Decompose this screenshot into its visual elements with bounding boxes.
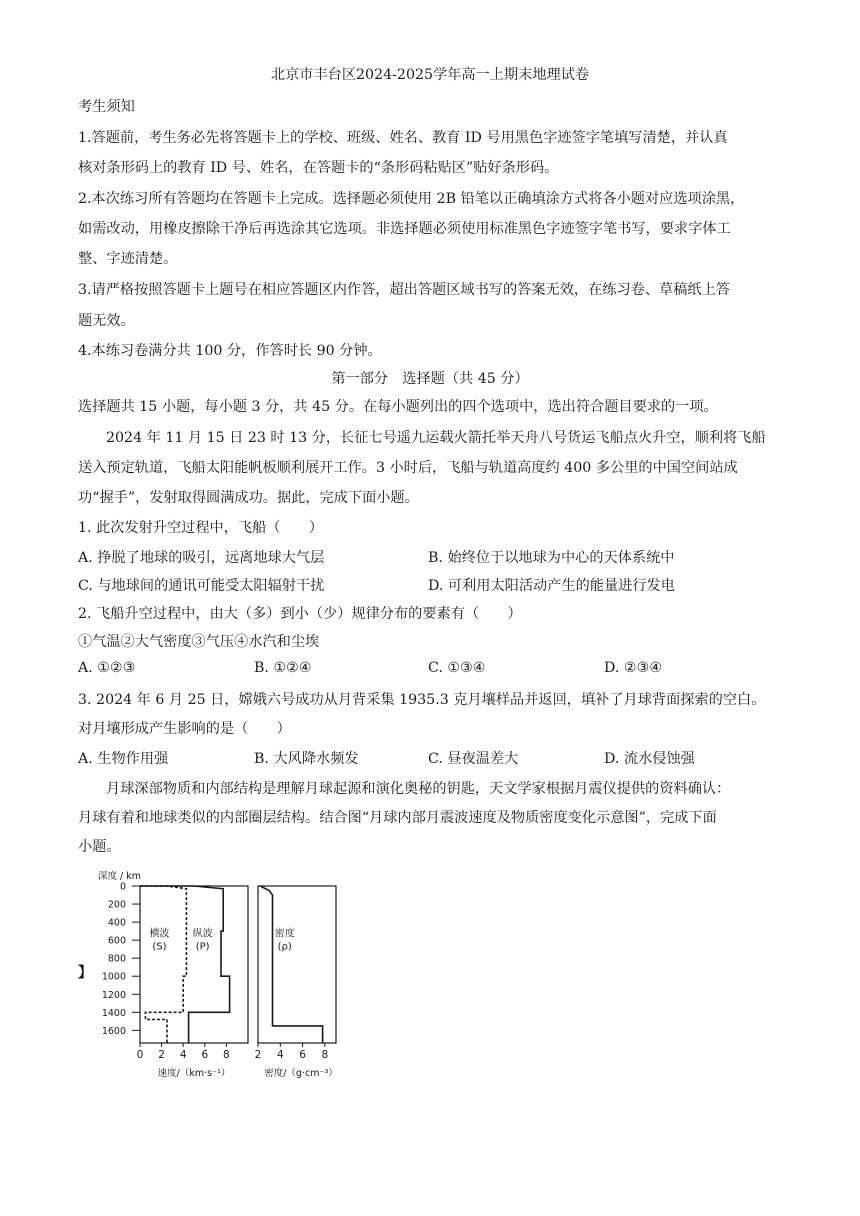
- passage-1-line-1: 2024 年 11 月 15 日 23 时 13 分，长征七号遥九运载火箭托举天舟八号货运飞船点火升空，顺利将飞船: [106, 430, 766, 446]
- series-label: 纵波: [192, 928, 213, 940]
- question-2-option-a: A. ①②③: [78, 660, 136, 676]
- y-tick-label: 200: [107, 899, 126, 911]
- y-tick-label: 1200: [101, 989, 126, 1001]
- notice-1-line-2: 核对条形码上的教育 ID 号、姓名，在答题卡的“条形码粘贴区”贴好条形码。: [78, 160, 559, 176]
- question-2-option-b: B. ①②④: [254, 660, 312, 676]
- y-tick-label: 800: [107, 953, 126, 965]
- question-2-items: ①气温②大气密度③气压④水汽和尘埃: [78, 634, 320, 650]
- question-3-stem-2: 对月壤形成产生影响的是（ ）: [78, 721, 291, 737]
- notice-3-line-2: 题无效。: [78, 313, 135, 329]
- section-1-title: 第一部分 选择题（共 45 分）: [331, 371, 529, 387]
- passage-1-line-2: 送入预定轨道，飞船太阳能帆板顺利展开工作。3 小时后，飞船与轨道高度约 400 多公里的中国空间站成: [78, 460, 738, 476]
- notice-2-line-1: 2.本次练习所有答题均在答题卡上完成。选择题必须使用 2B 铅笔以正确填涂方式将各小题对应选项涂黑，: [78, 191, 745, 207]
- series-line-1-1: [140, 886, 186, 1043]
- notice-heading: 考生须知: [78, 99, 135, 115]
- question-3-option-a: A. 生物作用强: [78, 751, 169, 767]
- question-2-option-c: C. ①③④: [428, 660, 486, 676]
- side-mark: 】: [78, 965, 93, 981]
- series-label: (ρ): [277, 941, 292, 953]
- panel-frame-2: [258, 886, 336, 1043]
- y-tick-label: 0: [119, 881, 126, 893]
- x-tick-label: 8: [321, 1049, 329, 1061]
- passage-2-line-1: 月球深部物质和内部结构是理解月球起源和演化奥秘的钥匙，天文学家根据月震仪提供的资料确认：: [106, 781, 731, 797]
- x-axis-label-2: 密度/（g·cm⁻³）: [264, 1068, 338, 1079]
- question-1-option-a: A. 挣脱了地球的吸引，远离地球大气层: [78, 550, 325, 566]
- question-1-option-d: D. 可利用太阳活动产生的能量进行发电: [428, 578, 675, 594]
- passage-2-line-3: 小题。: [78, 839, 121, 855]
- question-1-option-b: B. 始终位于以地球为中心的天体系统中: [428, 550, 675, 566]
- question-2-option-d: D. ②③④: [604, 660, 663, 676]
- x-tick-label: 6: [299, 1049, 306, 1061]
- x-tick-label: 8: [223, 1049, 230, 1061]
- notice-2-line-3: 整、字迹清楚。: [78, 251, 178, 267]
- notice-4-line-1: 4.本练习卷满分共 100 分，作答时长 90 分钟。: [78, 343, 382, 359]
- question-3-option-d: D. 流水侵蚀强: [604, 751, 695, 767]
- question-3-option-c: C. 昼夜温差大: [428, 751, 519, 767]
- notice-1-line-1: 1.答题前，考生务必先将答题卡上的学校、班级、姓名、教育 ID 号用黑色字迹签字笔填写清楚，并认真: [78, 130, 728, 146]
- question-1-option-c: C. 与地球间的通讯可能受太阳辐射干扰: [78, 578, 325, 594]
- y-tick-label: 1400: [101, 1007, 126, 1019]
- series-line-2-1: [260, 886, 322, 1043]
- x-tick-label: 2: [254, 1049, 262, 1061]
- y-axis-label: 深度 / km: [98, 871, 141, 882]
- y-tick-label: 1600: [101, 1025, 126, 1037]
- series-label: (P): [195, 941, 210, 953]
- question-3-stem: 3. 2024 年 6 月 25 日，嫦娥六号成功从月背采集 1935.3 克月壤样品并返回，填补了月球背面探索的空白。: [78, 692, 766, 708]
- x-tick-label: 4: [276, 1049, 284, 1061]
- question-1-stem: 1. 此次发射升空过程中，飞船（ ）: [78, 520, 324, 536]
- panel-frame-1: [140, 886, 248, 1043]
- notice-2-line-2: 如需改动，用橡皮擦除干净后再选涂其它选项。非选择题必须使用标准黑色字迹签字笔书写，要求字体工: [78, 221, 731, 237]
- x-tick-label: 2: [158, 1049, 165, 1061]
- series-label: 密度: [274, 928, 295, 940]
- y-tick-label: 400: [107, 917, 126, 929]
- passage-1-line-3: 功“握手”，发射取得圆满成功。据此，完成下面小题。: [78, 490, 419, 506]
- x-tick-label: 6: [201, 1049, 209, 1061]
- x-tick-label: 0: [136, 1049, 144, 1061]
- x-tick-label: 4: [179, 1049, 187, 1061]
- x-axis-label-1: 速度/（km·s⁻¹）: [157, 1068, 231, 1079]
- passage-2-line-2: 月球有着和地球类似的内部圈层结构。结合图“月球内部月震波速度及物质密度变化示意图”，完成下面: [78, 810, 717, 826]
- question-3-option-b: B. 大风降水频发: [254, 751, 359, 767]
- y-tick-label: 1000: [101, 971, 126, 983]
- series-label: (S): [152, 941, 167, 953]
- y-tick-label: 600: [107, 935, 126, 947]
- series-label: 横波: [149, 928, 170, 940]
- moon-interior-chart: [74, 866, 344, 1086]
- question-2-stem: 2. 飞船升空过程中，由大（多）到小（少）规律分布的要素有（ ）: [78, 606, 522, 622]
- section-1-intro: 选择题共 15 小题，每小题 3 分，共 45 分。在每小题列出的四个选项中，选出符合题目要求的一项。: [78, 399, 718, 415]
- paper-title: 北京市丰台区2024-2025学年高一上期末地理试卷: [270, 67, 590, 83]
- notice-3-line-1: 3.请严格按照答题卡上题号在相应答题区内作答，超出答题区域书写的答案无效，在练习卷、草稿纸上答: [78, 282, 730, 298]
